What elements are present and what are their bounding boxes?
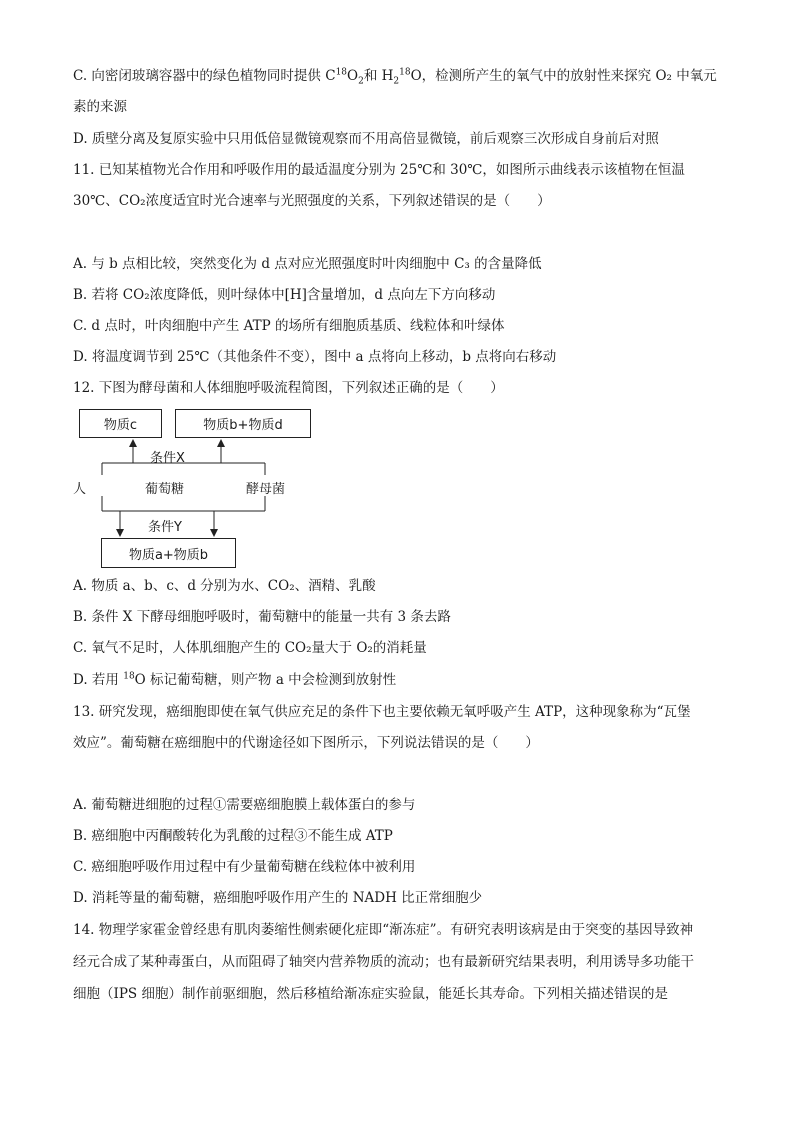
q12-option-d: D. 若用 $^{18}$O 标记葡萄糖，则产物 a 中会检测到放射性 (73, 671, 397, 688)
q11-option-c: C. d 点时，叶肉细胞中产生 ATP 的场所有细胞质基质、线粒体和叶绿体 (73, 318, 505, 334)
box-substance-b-d: 物质b+物质d (175, 409, 311, 438)
label-condition-y: 条件Y (148, 520, 182, 535)
q13-stem-line2: 效应”。葡萄糖在癌细胞中的代谢途径如下图所示，下列说法错误的是（ ） (73, 735, 539, 751)
box-substance-a-b: 物质a+物质b (101, 538, 236, 568)
q14-stem-line2: 经元合成了某种毒蛋白，从而阻碍了轴突内营养物质的流动；也有最新研究结果表明，利用诱导多功能干 (73, 954, 694, 970)
label-yeast: 酵母菌 (246, 482, 286, 497)
q13-option-c: C. 癌细胞呼吸作用过程中有少量葡萄糖在线粒体中被利用 (73, 859, 416, 875)
q11-option-a: A. 与 b 点相比较，突然变化为 d 点对应光照强度时叶肉细胞中 C₃ 的含量降低 (73, 256, 542, 272)
label-glucose: 葡萄糖 (145, 482, 185, 497)
label-condition-x: 条件X (150, 451, 185, 466)
q12-option-b: B. 条件 X 下酵母细胞呼吸时，葡萄糖中的能量一共有 3 条去路 (73, 609, 451, 625)
q10-option-c-line1: C. 向密闭玻璃容器中的绿色植物同时提供 $C^{18}O_2$和 $H_2^{18}O$，检测所产生的氧气中的放射性来探究 O₂ 中氧元 (73, 67, 717, 87)
q12-option-c: C. 氧气不足时，人体肌细胞产生的 CO₂量大于 O₂的消耗量 (73, 640, 427, 656)
q12-stem: 12. 下图为酵母菌和人体细胞呼吸流程简图，下列叙述正确的是（ ） (73, 380, 504, 396)
q11-stem-line2: 30℃、CO₂浓度适宜时光合速率与光照强度的关系，下列叙述错误的是（ ） (73, 193, 551, 209)
q11-option-d: D. 将温度调节到 25℃（其他条件不变），图中 a 点将向上移动，b 点将向右移动 (73, 349, 557, 365)
q12-option-a: A. 物质 a、b、c、d 分别为水、CO₂、酒精、乳酸 (73, 578, 376, 594)
q10-option-d: D. 质壁分离及复原实验中只用低倍显微镜观察而不用高倍显微镜，前后观察三次形成自身前后对照 (73, 131, 659, 147)
q13-stem-line1: 13. 研究发现，癌细胞即使在氧气供应充足的条件下也主要依赖无氧呼吸产生 ATP，这种现象称为“瓦堡 (73, 704, 691, 720)
label-human: 人 (73, 482, 87, 497)
q14-stem-line1: 14. 物理学家霍金曾经患有肌肉萎缩性侧索硬化症即“渐冻症”。有研究表明该病是由于突变的基因导致神 (73, 922, 694, 938)
q11-stem-line1: 11. 已知某植物光合作用和呼吸作用的最适温度分别为 25℃和 30℃，如图所示曲线表示该植物在恒温 (73, 162, 685, 178)
q13-option-d: D. 消耗等量的葡萄糖，癌细胞呼吸作用产生的 NADH 比正常细胞少 (73, 890, 483, 906)
box-substance-c: 物质c (79, 409, 162, 438)
q14-stem-line3: 细胞（IPS 细胞）制作前驱细胞，然后移植给渐冻症实验鼠，能延长其寿命。下列相关描述错误的是 (73, 986, 668, 1002)
q13-option-b: B. 癌细胞中丙酮酸转化为乳酸的过程③不能生成 ATP (73, 828, 393, 844)
q10-option-c-line2: 素的来源 (73, 99, 127, 115)
q11-option-b: B. 若将 CO₂浓度降低，则叶绿体中[H]含量增加，d 点向左下方向移动 (73, 287, 496, 303)
q13-option-a: A. 葡萄糖进细胞的过程①需要癌细胞膜上载体蛋白的参与 (73, 797, 416, 813)
